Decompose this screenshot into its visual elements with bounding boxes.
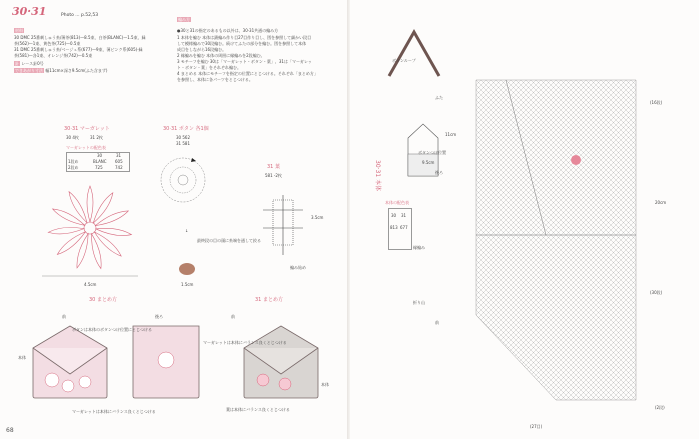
dim-length: 20cm xyxy=(655,200,667,205)
materials-line-2: 茶(562)—1束、黄色茶(725)—0.5束 xyxy=(14,41,81,46)
margaret-count-30: 30 4枚 xyxy=(66,135,79,140)
bag-30-front-icon xyxy=(30,322,110,400)
table-cell: 813 xyxy=(390,225,398,230)
dim-rows: (2段) xyxy=(655,405,665,410)
note-margaret-31: マーガレットは本体にバランス良くとじつける xyxy=(203,340,287,345)
button-position-label: ボタンつけ位置 xyxy=(418,150,446,155)
table-cell: BLANC xyxy=(93,159,107,164)
body-label: 本体 xyxy=(18,355,26,360)
margaret-chart-icon xyxy=(40,178,140,278)
leaf-start: 編み始め xyxy=(290,265,306,270)
table-cell: 677 xyxy=(400,225,408,230)
method-label: 編み方 xyxy=(178,17,190,22)
rows-label: (30段) xyxy=(650,290,663,295)
table-cell: 31 xyxy=(401,213,407,218)
method-step: 3 モチーフを編む 30は「マーガレット・ボタン・葉」、31は「マーガレッ xyxy=(177,59,312,64)
arrow-down-icon: ↓ xyxy=(185,228,189,233)
table-cell: 742 xyxy=(115,165,123,170)
finish-title-30: 30 まとめ方 xyxy=(89,297,117,303)
button-color-30: 30 562 xyxy=(176,135,190,140)
leaf-count: 581 -2枚 xyxy=(265,173,282,178)
materials-line-1: 30 DMC 25番刺しゅう糸/薄茶(813)—8.5束、白茶(BLANC)—1.5束、緑 xyxy=(14,35,146,40)
back-label: 後ろ xyxy=(435,170,443,175)
margaret-title: 30·31 マーガレット xyxy=(64,126,110,132)
button-note: 最終段の目の頭に糸端を通して絞る xyxy=(197,238,261,243)
margaret-count-31: 31 2枚 xyxy=(90,135,103,140)
right-page xyxy=(350,0,699,439)
leaf-title: 31 葉 xyxy=(267,164,280,170)
margaret-color-table-title: マーガレットの配色表 xyxy=(66,145,106,150)
table-cell: 30 xyxy=(391,213,397,218)
front-label: 前 xyxy=(435,320,439,325)
button-loop-label: ボタンループ xyxy=(392,58,416,63)
table-cell: 1段め xyxy=(68,159,79,164)
materials-line-3: 31 DMC 25番刺しゅう糸/ベージュ系(677)—9束、薄ピンク系(605)-緑 xyxy=(14,47,143,52)
method-step: ト・ボタン・葉」をそれぞれ編む。 xyxy=(177,65,241,70)
dim-depth: 9.5cm xyxy=(422,160,435,165)
leaf-dimension: 3.5cm xyxy=(311,215,324,220)
materials-label: 材料 xyxy=(15,28,23,33)
method-step: 1 本体を編む 本体は鎖編み作り目27目作り目し、図を参照して細かい段目 xyxy=(177,35,312,40)
left-page xyxy=(0,0,349,439)
margaret-dimension: 4.5cm xyxy=(84,282,97,287)
back-label-30: 後ろ xyxy=(155,314,163,319)
edge-label: 縁編み xyxy=(413,245,425,250)
note-leaf: 葉は本体にバランス良くとじつける xyxy=(226,407,290,412)
button-color-31: 31 581 xyxy=(176,141,190,146)
page-number-left: 68 xyxy=(6,427,14,434)
rows-label: (16段) xyxy=(650,100,663,105)
table-cell: 605 xyxy=(115,159,123,164)
button-dimension: 1.5cm xyxy=(181,282,194,287)
size-row: できあがり寸法 幅11cm×深さ9.5cm(ふた含まず) xyxy=(15,68,108,73)
bag-31-front-icon xyxy=(241,322,321,400)
note-margaret: マーガレットは本体にバランス良くとじつける xyxy=(72,409,156,414)
body-label-31: 本体 xyxy=(321,382,329,387)
fold-label: 折り山 xyxy=(413,300,425,305)
pattern-number: 30·31 xyxy=(12,5,47,18)
note-button: ボタンは本体のボタンつけ位置にとじつける xyxy=(72,327,152,332)
body-color-table-title: 本体の配色表 xyxy=(385,200,409,205)
leaf-chart-icon xyxy=(258,190,308,260)
button-ball-icon xyxy=(178,262,196,276)
right-title: 30·31 本体 xyxy=(374,160,381,192)
body-color-table xyxy=(385,200,412,250)
flap-label: ふた xyxy=(435,95,443,100)
bag-30-back-icon xyxy=(130,322,202,400)
finish-title-31: 31 まとめ方 xyxy=(255,297,283,303)
method-step: 成目をしながら16段編む。 xyxy=(177,47,227,52)
dim-width: 11cm xyxy=(445,132,457,137)
method-step: して模様編みで30段編む。続けてふたの部分を編む。図を参照して本体 xyxy=(177,41,307,46)
button-chart-icon xyxy=(158,155,208,205)
front-label-31: 前 xyxy=(231,314,235,319)
needle-row: 針 レース針0号 xyxy=(15,61,44,66)
table-header: 31 xyxy=(116,153,122,158)
table-cell: 2段め xyxy=(68,165,79,170)
table-header: 30 xyxy=(97,153,103,158)
button-title: 30·31 ボタン 各1個 xyxy=(163,126,209,132)
body-chart-icon xyxy=(436,70,666,420)
method-step: 2 縁編みを編む 本体の周囲に縁編みを2段編む。 xyxy=(177,53,265,58)
method-note: ●30と31の指定のあるもの以外は、30·31共通の編み方 xyxy=(177,28,279,33)
dim-stitches: (27目) xyxy=(530,424,543,429)
front-label-30: 前 xyxy=(62,314,66,319)
method-step: 4 まとめる 本体にモチーフを指定の位置にとじつける。それぞれ「まとめ方」 xyxy=(177,71,318,76)
photo-reference: Photo ... p.52,53 xyxy=(61,13,99,18)
materials-line-4: 茶(581)—各1束、オレンジ茶(742)—0.5束 xyxy=(14,53,93,58)
table-cell: 725 xyxy=(95,165,103,170)
method-step: を参照し、本体に各パーツをとじつける。 xyxy=(177,77,253,82)
margaret-color-table xyxy=(66,152,130,172)
